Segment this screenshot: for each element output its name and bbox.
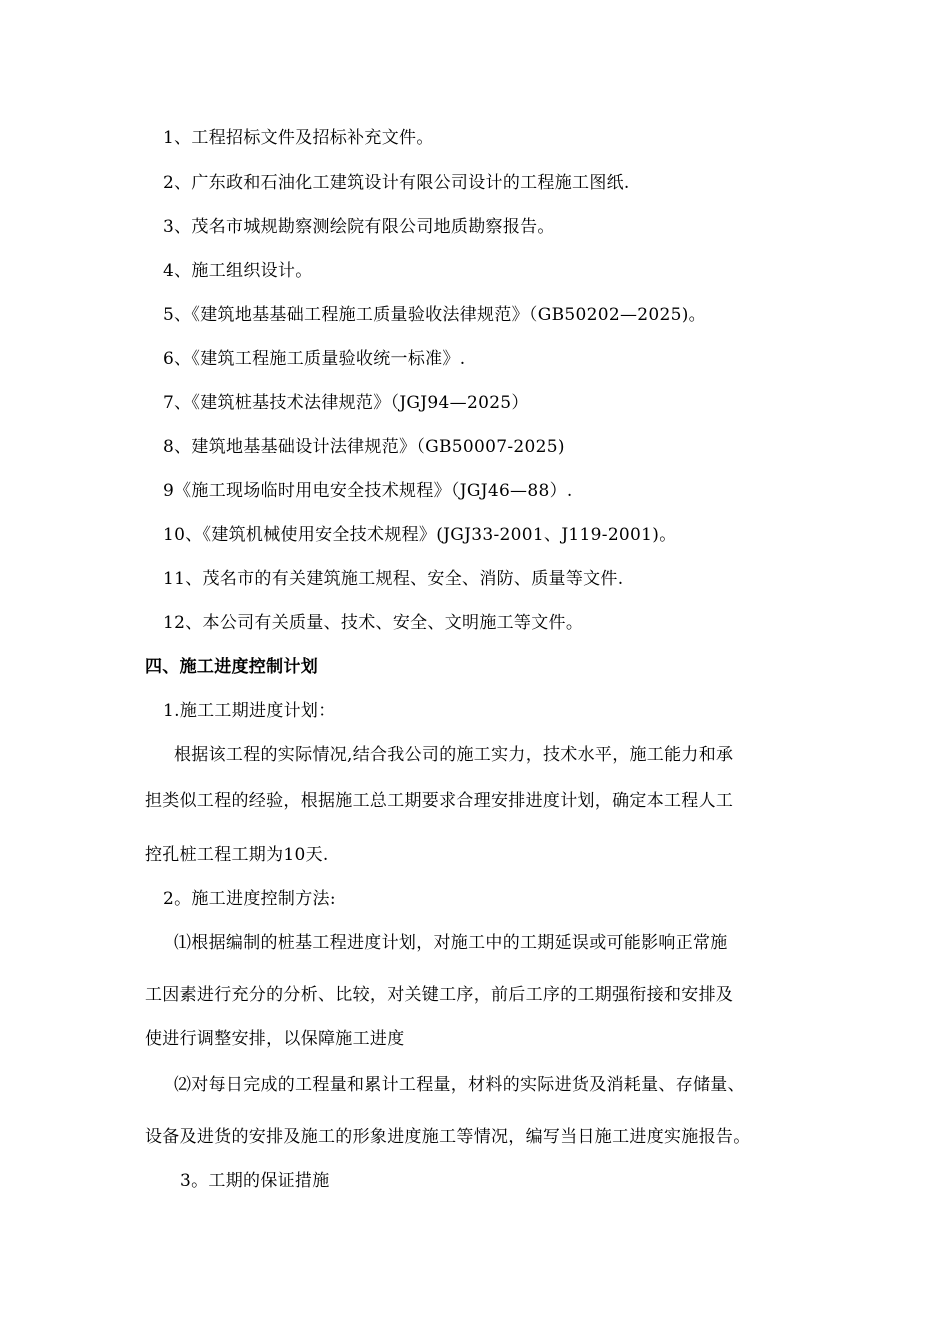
paragraph-line: 控孔桩工程工期为10天. — [145, 845, 329, 865]
subsection-title: 2。施工进度控制方法: — [163, 889, 336, 909]
list-item: 5、《建筑地基基础工程施工质量验收法律规范》（GB50202—2025)。 — [163, 305, 706, 325]
list-item: 3、茂名市城规勘察测绘院有限公司地质勘察报告。 — [163, 217, 555, 237]
subsection-title: 1.施工工期进度计划： — [163, 701, 336, 721]
list-item: 4、施工组织设计。 — [163, 261, 313, 281]
list-item: 9《施工现场临时用电安全技术规程》（JGJ46—88）. — [163, 481, 573, 501]
list-item: 8、建筑地基基础设计法律规范》（GB50007-2025) — [163, 437, 565, 457]
paragraph-line: 担类似工程的经验，根据施工总工期要求合理安排进度计划，确定本工程人工 — [145, 791, 734, 811]
list-item: 10、《建筑机械使用安全技术规程》(JGJ33-2001、J119-2001)。 — [163, 525, 677, 545]
list-item: 2、广东政和石油化工建筑设计有限公司设计的工程施工图纸. — [163, 173, 630, 193]
list-item: 11、茂名市的有关建筑施工规程、安全、消防、质量等文件. — [163, 569, 624, 589]
paragraph-line: 根据该工程的实际情况,结合我公司的施工实力，技术水平，施工能力和承 — [174, 745, 734, 765]
paragraph-line: 使进行调整安排，以保障施工进度 — [145, 1029, 405, 1049]
list-item: 6、《建筑工程施工质量验收统一标准》. — [163, 349, 466, 369]
paragraph-line: ⑵对每日完成的工程量和累计工程量，材料的实际进货及消耗量、存储量、 — [174, 1075, 745, 1095]
list-item: 12、本公司有关质量、技术、安全、文明施工等文件。 — [163, 613, 584, 633]
section-heading: 四、施工进度控制计划 — [145, 657, 318, 677]
paragraph-line: ⑴根据编制的桩基工程进度计划，对施工中的工期延误或可能影响正常施 — [174, 933, 728, 953]
subsection-title: 3。工期的保证措施 — [180, 1171, 330, 1191]
list-item: 1、工程招标文件及招标补充文件。 — [163, 128, 434, 148]
paragraph-line: 设备及进货的安排及施工的形象进度施工等情况，编写当日施工进度实施报告。 — [145, 1127, 751, 1147]
paragraph-line: 工因素进行充分的分析、比较，对关键工序，前后工序的工期强衔接和安排及 — [145, 985, 734, 1005]
list-item: 7、《建筑桩基技术法律规范》（JGJ94—2025） — [163, 393, 529, 413]
